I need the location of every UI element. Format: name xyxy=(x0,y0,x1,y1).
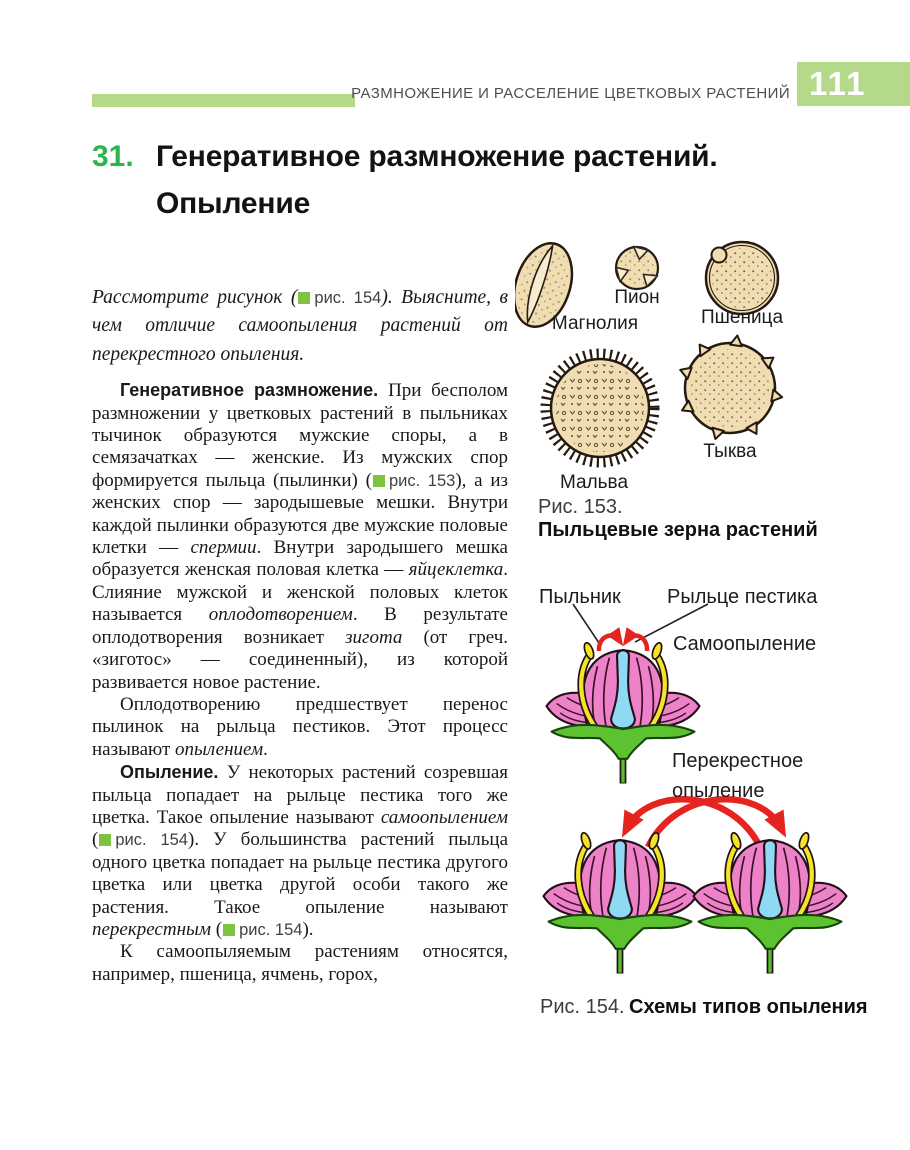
self-pollination-label: Самоопыление xyxy=(673,633,817,655)
pollen-pumpkin xyxy=(678,335,783,441)
text-run: самоопылением xyxy=(380,806,508,828)
pollen-peony xyxy=(616,246,658,289)
text-run: Опыление. xyxy=(120,762,227,783)
figure-ref-square-icon xyxy=(223,924,235,936)
figure-ref: рис. 153 xyxy=(372,472,455,490)
text-run: (от греч. «зиготос» — соединенный), из которой развивается новое растение. xyxy=(92,626,508,693)
text-run: оплодотворением xyxy=(208,604,353,626)
self-pollination-arrows xyxy=(599,636,647,651)
paragraph-pollination xyxy=(92,761,508,941)
text-run: Рассмотрите рисунок xyxy=(92,287,291,308)
text-run: . Внутри зародышего мешка образуется женская половая клетка — xyxy=(92,537,508,581)
text-run: . Слияние мужской и женской половых клеток называется xyxy=(92,559,508,626)
text-run: ), а из женских спор — зародышевые мешки. Внутри каждой пылинки образуются две мужские половые клетки — xyxy=(92,469,509,559)
text-run: . xyxy=(263,738,268,760)
text-run: яйцеклетка xyxy=(408,559,504,581)
pollen-label-peony: Пион xyxy=(614,287,660,308)
text-run: Генеративное размножение. xyxy=(120,380,389,401)
cross-pollination-label-line1: Перекрестное xyxy=(672,750,804,772)
pollen-grains-illustration xyxy=(515,236,783,493)
text-run: Оплодотворению предшествует перенос пылинок на рыльца пестиков. Этот процесс называют xyxy=(92,693,508,760)
figure-154-caption-title: Схемы типов опыления xyxy=(629,996,868,1018)
flower-cross-pollination-left xyxy=(544,832,697,974)
figure-154-caption xyxy=(540,996,868,1019)
text-run: ). Выясните, в чем отличие самоопыления растений от перекрестного опыления. xyxy=(92,287,508,365)
anther-label: Пыльник xyxy=(539,586,621,608)
figure-ref-square-icon xyxy=(99,834,111,846)
section-title-text xyxy=(156,133,718,227)
text-run: ). У большинства растений пыльца одного цветка попадает на рыльце пестика другого цветка или цветка другой особи такого же растения. Такое опыление называют xyxy=(92,829,508,918)
page-number-badge: 111 xyxy=(797,62,910,106)
figure-153-caption-title: Пыльцевые зерна растений xyxy=(538,519,818,541)
chapter-header: РАЗМНОЖЕНИЕ И РАССЕЛЕНИЕ ЦВЕТКОВЫХ РАСТЕНИЙ xyxy=(351,85,790,102)
text-run: спермии xyxy=(190,537,257,559)
pollen-wheat xyxy=(706,242,778,314)
pollen-mallow xyxy=(546,354,654,462)
figures-illustration-svg xyxy=(515,230,910,1020)
figure-ref: рис. 154 xyxy=(222,921,302,939)
text-run: У некоторых растений созревшая пыльца попадает на рыльце пестика того же цветка. Такое опыление называют xyxy=(92,762,509,828)
pollen-label-magnolia: Магнолия xyxy=(551,313,639,334)
text-run: ( xyxy=(211,918,223,940)
text-run: опылением xyxy=(175,738,264,760)
text-run: При бесполом размножении у цветковых растений в пыльниках тычинок образуются мужские споры, а в семязачатках — женские. Из мужских спор формируется пыльца (пылинки) ( xyxy=(92,380,508,491)
text-run: зигота xyxy=(345,626,403,648)
article-body xyxy=(92,284,508,986)
text-run: ( xyxy=(290,287,298,308)
figure-ref: рис. 154 xyxy=(297,289,381,307)
paragraph-self-pollinated-examples xyxy=(92,941,508,986)
text-run: . В результате оплодотворения возникает xyxy=(92,604,508,648)
section-title xyxy=(92,133,872,227)
text-run: ). xyxy=(302,918,314,940)
figure-153-caption-label: Рис. 153. xyxy=(538,496,623,518)
section-number: 31. xyxy=(92,140,134,173)
figure-ref-square-icon xyxy=(298,292,310,304)
flower-cross-pollination-right xyxy=(694,832,847,974)
cross-pollination-label-line2: опыление xyxy=(672,780,765,802)
intro-paragraph xyxy=(92,284,508,369)
figure-153-caption xyxy=(538,496,818,542)
paragraph-fertilization xyxy=(92,694,508,761)
figure-154-caption-label: Рис. 154. xyxy=(540,996,625,1018)
cross-pollination-label xyxy=(672,746,803,806)
text-run: К самоопыляемым растениям относятся, например, пшеница, ячмень, горох, xyxy=(92,941,508,985)
section-title-line1: Генеративное размножение растений. xyxy=(156,140,718,173)
figure-ref-square-icon xyxy=(373,475,385,487)
text-run: ( xyxy=(92,829,99,851)
section-title-line2: Опыление xyxy=(156,187,311,220)
stigma-label: Рыльце пестика xyxy=(667,586,818,608)
pollen-label-mallow: Мальва xyxy=(559,472,629,493)
figures-column xyxy=(515,230,910,1080)
text-run: перекрестным xyxy=(92,918,212,940)
pollen-label-wheat: Пшеница xyxy=(700,307,784,328)
paragraph-generative-reproduction xyxy=(92,379,508,694)
figure-ref: рис. 154 xyxy=(98,831,188,849)
pollen-label-pumpkin: Тыква xyxy=(703,441,757,462)
